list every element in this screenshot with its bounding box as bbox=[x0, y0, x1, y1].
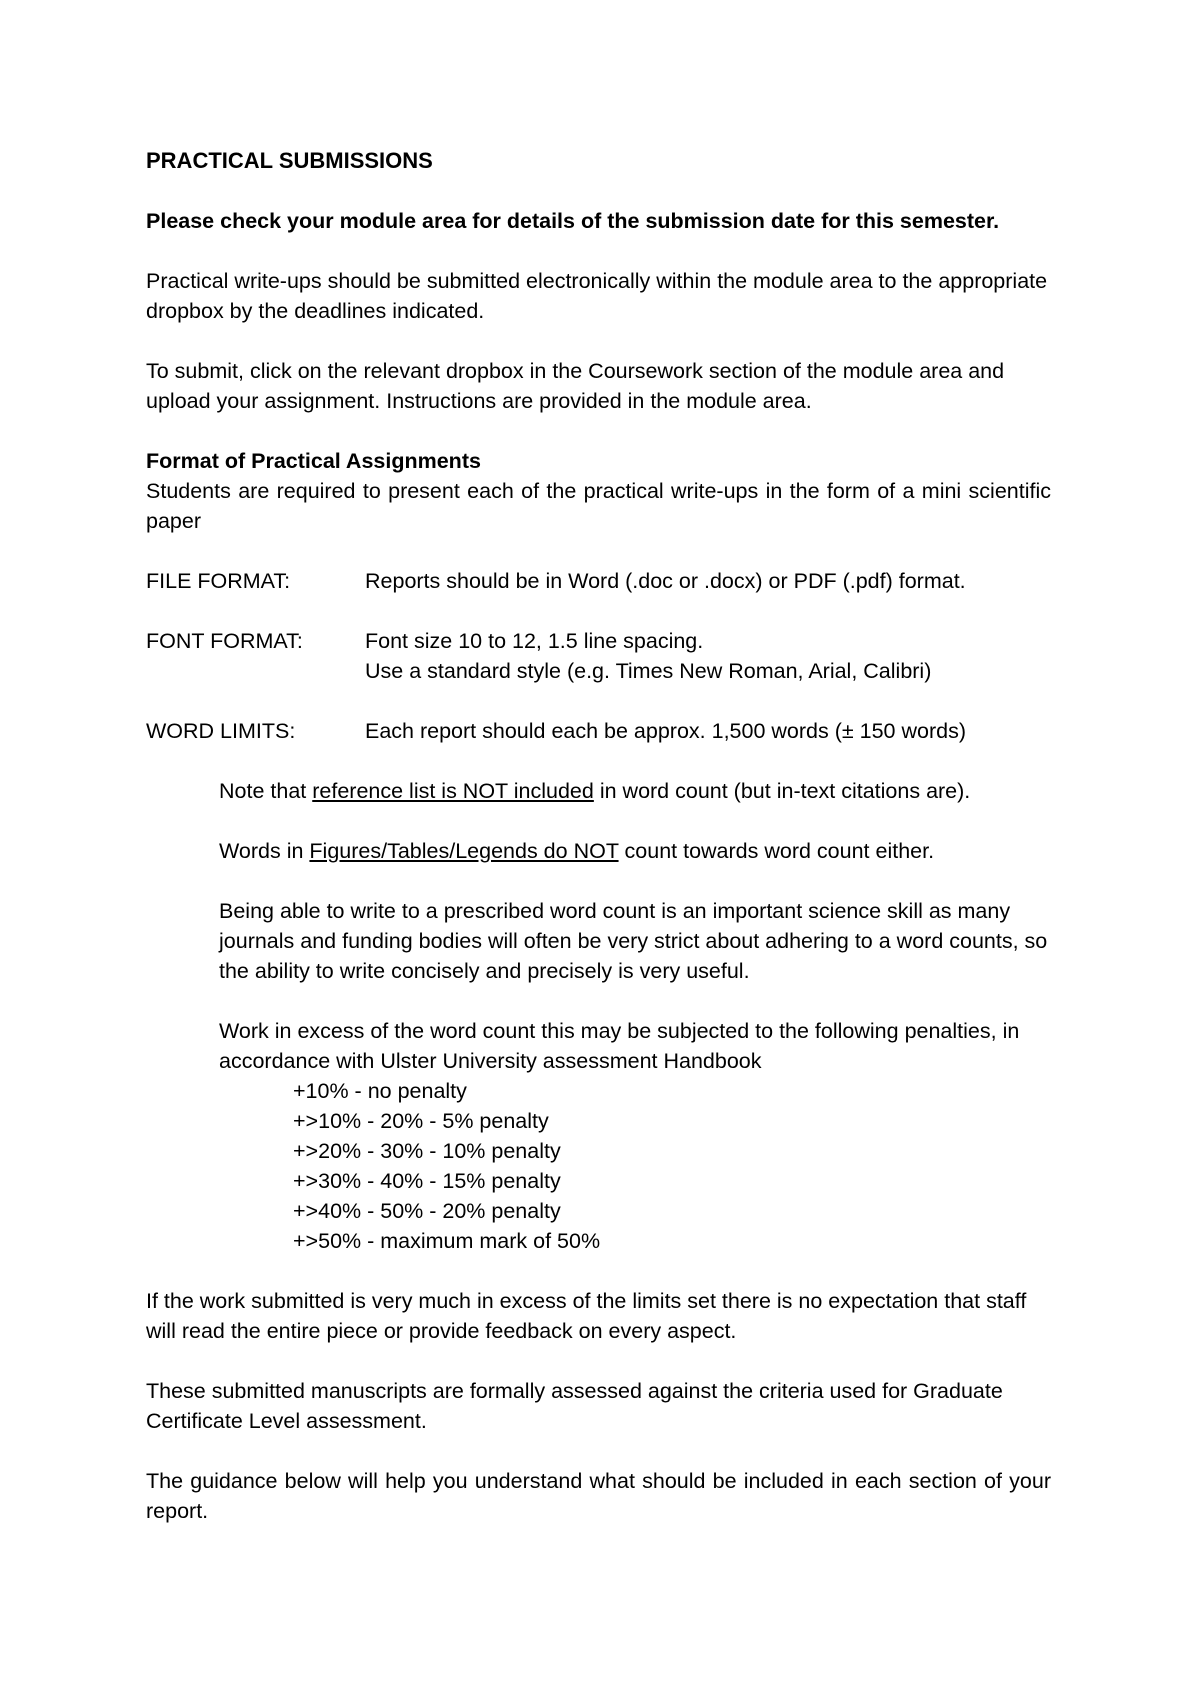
font-format-label: FONT FORMAT: bbox=[146, 629, 303, 653]
penalty-item: +>30% - 40% - 15% penalty bbox=[293, 1169, 561, 1193]
word-limits-label: WORD LIMITS: bbox=[146, 719, 296, 743]
page-title: PRACTICAL SUBMISSIONS bbox=[146, 148, 433, 173]
reference-note-underlined: reference list is NOT included bbox=[312, 779, 594, 803]
font-format-line-1: Font size 10 to 12, 1.5 line spacing. bbox=[365, 629, 704, 653]
figures-note-underlined: Figures/Tables/Legends do NOT bbox=[309, 839, 619, 863]
penalty-list bbox=[293, 1076, 1051, 1256]
instructions-paragraph: To submit, click on the relevant dropbox in the Coursework section of the module area and upload your assignment. Instructions are provided in the module area. bbox=[146, 359, 1005, 413]
file-format-label: FILE FORMAT: bbox=[146, 569, 291, 593]
word-limits-row bbox=[146, 716, 1051, 746]
limits-paragraph: If the work submitted is very much in excess of the limits set there is no expectation that staff will read the entire piece or provide feedback on every aspect. bbox=[146, 1289, 1027, 1343]
reference-note-pre: Note that bbox=[219, 779, 313, 803]
penalty-item: +>20% - 30% - 10% penalty bbox=[293, 1139, 561, 1163]
font-format-row bbox=[146, 626, 1051, 686]
file-format-row bbox=[146, 566, 1051, 596]
penalty-item: +>10% - 20% - 5% penalty bbox=[293, 1109, 549, 1133]
guidance-paragraph: The guidance below will help you understand what should be included in each section of your report. bbox=[146, 1469, 1051, 1523]
excess-paragraph: Work in excess of the word count this may be subjected to the following penalties, in accordance with Ulster University assessment Handbook bbox=[219, 1019, 1020, 1073]
penalty-item: +>40% - 50% - 20% penalty bbox=[293, 1199, 561, 1223]
font-format-line-2: Use a standard style (e.g. Times New Roman, Arial, Calibri) bbox=[365, 659, 932, 683]
figures-note bbox=[219, 836, 1051, 866]
assessment-paragraph: These submitted manuscripts are formally assessed against the criteria used for Graduate Certificate Level assessment. bbox=[146, 1379, 1003, 1433]
submission-paragraph: Practical write-ups should be submitted electronically within the module area to the appropriate dropbox by the deadlines indicated. bbox=[146, 269, 1048, 323]
font-format-value bbox=[365, 626, 1051, 686]
word-limits-value: Each report should each be approx. 1,500 words (± 150 words) bbox=[365, 719, 967, 743]
reference-note-post: in word count (but in-text citations are). bbox=[593, 779, 971, 803]
word-count-notes bbox=[219, 776, 1051, 1076]
penalty-item: +>50% - maximum mark of 50% bbox=[293, 1229, 601, 1253]
format-paragraph: Students are required to present each of the practical write-ups in the form of a mini scientific paper bbox=[146, 479, 1051, 533]
submission-date-notice: Please check your module area for details of the submission date for this semester. bbox=[146, 209, 1000, 233]
document-page bbox=[146, 146, 1051, 1526]
format-heading: Format of Practical Assignments bbox=[146, 449, 481, 473]
figures-note-post: count towards word count either. bbox=[618, 839, 935, 863]
figures-note-pre: Words in bbox=[219, 839, 310, 863]
reference-list-note bbox=[219, 776, 1051, 806]
skill-paragraph: Being able to write to a prescribed word count is an important science skill as many journals and funding bodies will often be very strict about adhering to a word counts, so the ability to write concisely and precisely is very useful. bbox=[219, 899, 1048, 983]
penalty-item: +10% - no penalty bbox=[293, 1079, 467, 1103]
file-format-value: Reports should be in Word (.doc or .docx) or PDF (.pdf) format. bbox=[365, 569, 966, 593]
